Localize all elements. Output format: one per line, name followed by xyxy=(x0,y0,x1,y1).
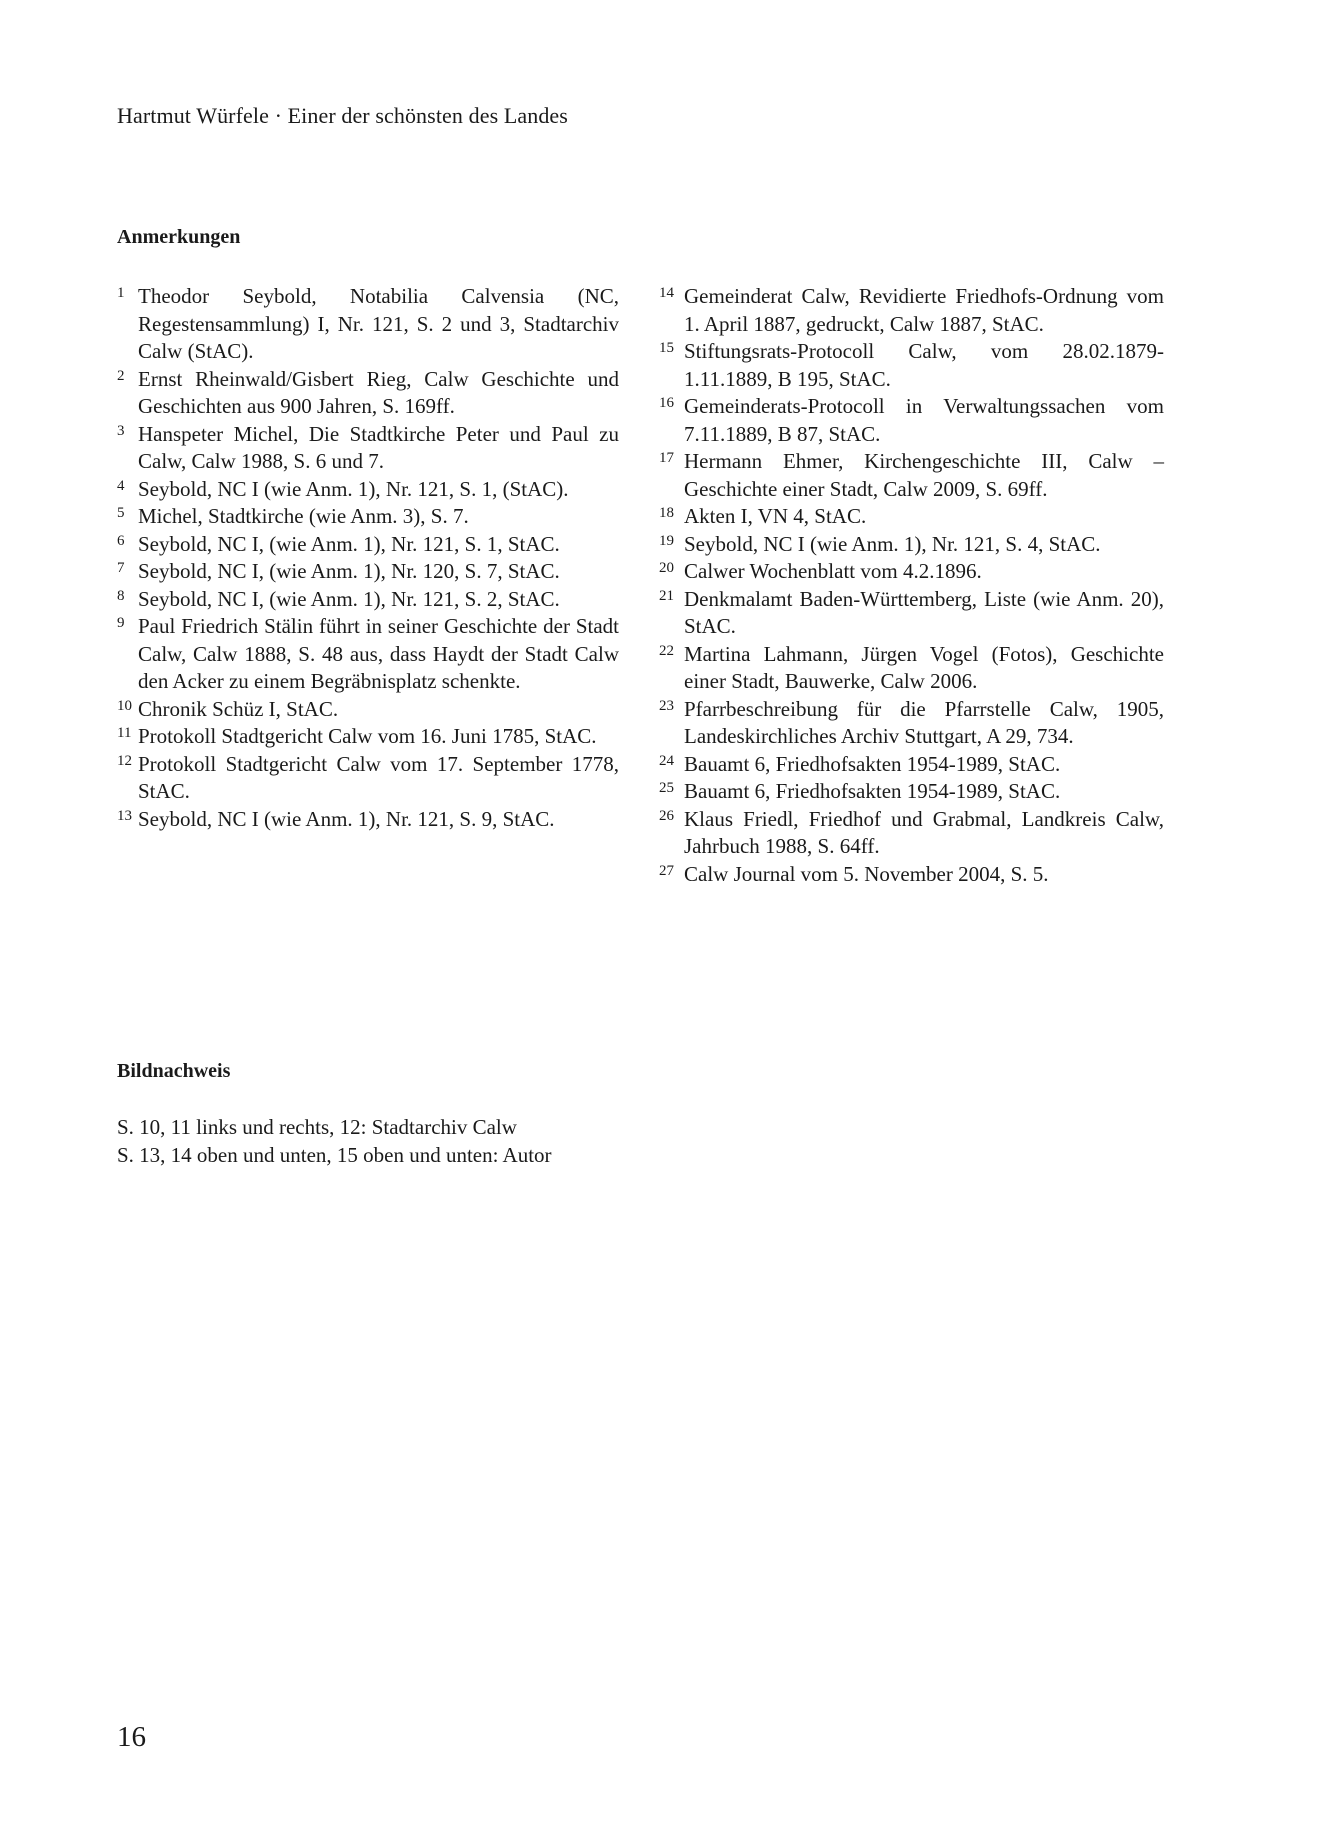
running-header: Hartmut Würfele · Einer der schönsten des Landes xyxy=(117,103,568,128)
footnote-number: 18 xyxy=(659,505,674,521)
footnote-text: Seybold, NC I, (wie Anm. 1), Nr. 120, S. 7, StAC. xyxy=(138,559,560,583)
footnote-text: Seybold, NC I (wie Anm. 1), Nr. 121, S. 9, StAC. xyxy=(138,806,555,831)
footnote-text: Gemeinderat Calw, Revidierte Friedhofs-Ordnung vom 1. April 1887, gedruckt, Calw 1887, StAC. xyxy=(684,284,1164,336)
notes-heading: Anmerkungen xyxy=(117,226,241,248)
footnote-text: Klaus Friedl, Friedhof und Grabmal, Landkreis Calw, Jahrbuch 1988, S. 64ff. xyxy=(684,806,1164,858)
footnote-number: 14 xyxy=(659,285,674,301)
footnote xyxy=(117,283,619,366)
footnote-number: 5 xyxy=(117,505,125,521)
footnote-number: 4 xyxy=(117,477,125,494)
footnote xyxy=(659,503,1164,531)
footnote-text: Seybold, NC I (wie Anm. 1), Nr. 121, S. 4, StAC. xyxy=(684,531,1101,556)
footnote-number: 8 xyxy=(117,587,125,604)
footnote-text: Chronik Schüz I, StAC. xyxy=(138,696,339,721)
credits-list xyxy=(117,1113,552,1169)
footnote xyxy=(659,531,1164,559)
footnote-text: Theodor Seybold, Notabilia Calvensia (NC, Regestensammlung) I, Nr. 121, S. 2 und 3, Stadtarchiv Calw (StAC). xyxy=(138,284,619,363)
page-number: 16 xyxy=(117,1721,146,1753)
footnote-number: 26 xyxy=(659,807,674,824)
footnote xyxy=(659,641,1164,696)
footnote xyxy=(659,283,1164,338)
footnote-text: Ernst Rheinwald/Gisbert Rieg, Calw Geschichte und Geschichten aus 900 Jahren, S. 169ff. xyxy=(138,366,619,418)
footnote xyxy=(117,586,619,614)
footnote xyxy=(659,586,1164,641)
footnote-number: 2 xyxy=(117,367,125,384)
credit-line: S. 10, 11 links und rechts, 12: Stadtarchiv Calw xyxy=(117,1115,517,1139)
footnote xyxy=(117,723,619,751)
footnote-text: Seybold, NC I, (wie Anm. 1), Nr. 121, S. 2, StAC. xyxy=(138,586,560,611)
notes-column-right xyxy=(659,283,1164,888)
footnote-number: 25 xyxy=(659,780,674,796)
footnote-text: Pfarrbeschreibung für die Pfarrstelle Calw, 1905, Landeskirchliches Archiv Stuttgart, A 29, 734. xyxy=(684,696,1164,748)
footnote-number: 7 xyxy=(117,560,125,576)
footnote xyxy=(117,366,619,421)
footnote xyxy=(117,531,619,559)
footnote-text: Hermann Ehmer, Kirchengeschichte III, Calw – Geschichte einer Stadt, Calw 2009, S. 69ff. xyxy=(684,449,1164,501)
footnote xyxy=(659,696,1164,751)
footnote xyxy=(117,613,619,696)
footnote-text: Seybold, NC I (wie Anm. 1), Nr. 121, S. 1, (StAC). xyxy=(138,476,569,501)
footnote-text: Calw Journal vom 5. November 2004, S. 5. xyxy=(684,861,1049,886)
footnote-text: Martina Lahmann, Jürgen Vogel (Fotos), Geschichte einer Stadt, Bauwerke, Calw 2006. xyxy=(684,641,1164,693)
footnote xyxy=(117,421,619,476)
footnote-number: 23 xyxy=(659,697,674,714)
footnote xyxy=(659,806,1164,861)
footnote-number: 15 xyxy=(659,340,674,356)
footnote-text: Calwer Wochenblatt vom 4.2.1896. xyxy=(684,559,982,583)
footnote-number: 12 xyxy=(117,752,132,769)
footnote xyxy=(659,778,1164,806)
footnote-text: Bauamt 6, Friedhofsakten 1954-1989, StAC. xyxy=(684,779,1061,803)
footnote-text: Hanspeter Michel, Die Stadtkirche Peter und Paul zu Calw, Calw 1988, S. 6 und 7. xyxy=(138,421,619,473)
footnote-number: 21 xyxy=(659,587,674,604)
footnote-text: Paul Friedrich Stälin führt in seiner Geschichte der Stadt Calw, Calw 1888, S. 48 aus, dass Haydt der Stadt Calw den Acker zu einem Begräbnisplatz schenkte. xyxy=(138,614,619,693)
footnote-text: Denkmalamt Baden-Württemberg, Liste (wie Anm. 20), StAC. xyxy=(684,586,1164,638)
footnote xyxy=(659,751,1164,779)
notes-column-left xyxy=(117,283,619,833)
footnote-text: Stiftungsrats-Protocoll Calw, vom 28.02.1879-1.11.1889, B 195, StAC. xyxy=(684,339,1164,391)
footnote-number: 16 xyxy=(659,395,674,411)
credit-line: S. 13, 14 oben und unten, 15 oben und unten: Autor xyxy=(117,1143,552,1167)
footnote-number: 1 xyxy=(117,285,125,301)
footnote xyxy=(659,448,1164,503)
footnote-number: 9 xyxy=(117,615,125,631)
footnote-number: 11 xyxy=(117,725,132,741)
footnote-text: Seybold, NC I, (wie Anm. 1), Nr. 121, S. 1, StAC. xyxy=(138,531,560,556)
footnote xyxy=(659,393,1164,448)
footnote-number: 13 xyxy=(117,807,132,824)
footnote-number: 27 xyxy=(659,862,674,879)
footnote xyxy=(117,751,619,806)
footnote xyxy=(117,558,619,586)
footnote-number: 10 xyxy=(117,697,132,714)
footnote-number: 3 xyxy=(117,422,125,439)
footnote-number: 24 xyxy=(659,752,674,769)
footnote-text: Michel, Stadtkirche (wie Anm. 3), S. 7. xyxy=(138,504,469,528)
footnote-text: Protokoll Stadtgericht Calw vom 16. Juni 1785, StAC. xyxy=(138,724,597,748)
footnote-number: 20 xyxy=(659,560,674,576)
footnote-number: 6 xyxy=(117,532,125,549)
footnote xyxy=(659,861,1164,889)
footnote xyxy=(117,503,619,531)
footnote xyxy=(659,338,1164,393)
footnote xyxy=(117,476,619,504)
footnote-text: Gemeinderats-Protocoll in Verwaltungssachen vom 7.11.1889, B 87, StAC. xyxy=(684,394,1164,446)
footnote xyxy=(659,558,1164,586)
credits-heading: Bildnachweis xyxy=(117,1060,231,1082)
footnote xyxy=(117,806,619,834)
footnote xyxy=(117,696,619,724)
footnote-text: Akten I, VN 4, StAC. xyxy=(684,504,867,528)
footnote-number: 22 xyxy=(659,642,674,659)
footnote-text: Protokoll Stadtgericht Calw vom 17. September 1778, StAC. xyxy=(138,751,619,803)
footnote-text: Bauamt 6, Friedhofsakten 1954-1989, StAC. xyxy=(684,751,1061,776)
footnote-number: 17 xyxy=(659,450,674,466)
footnote-number: 19 xyxy=(659,532,674,549)
